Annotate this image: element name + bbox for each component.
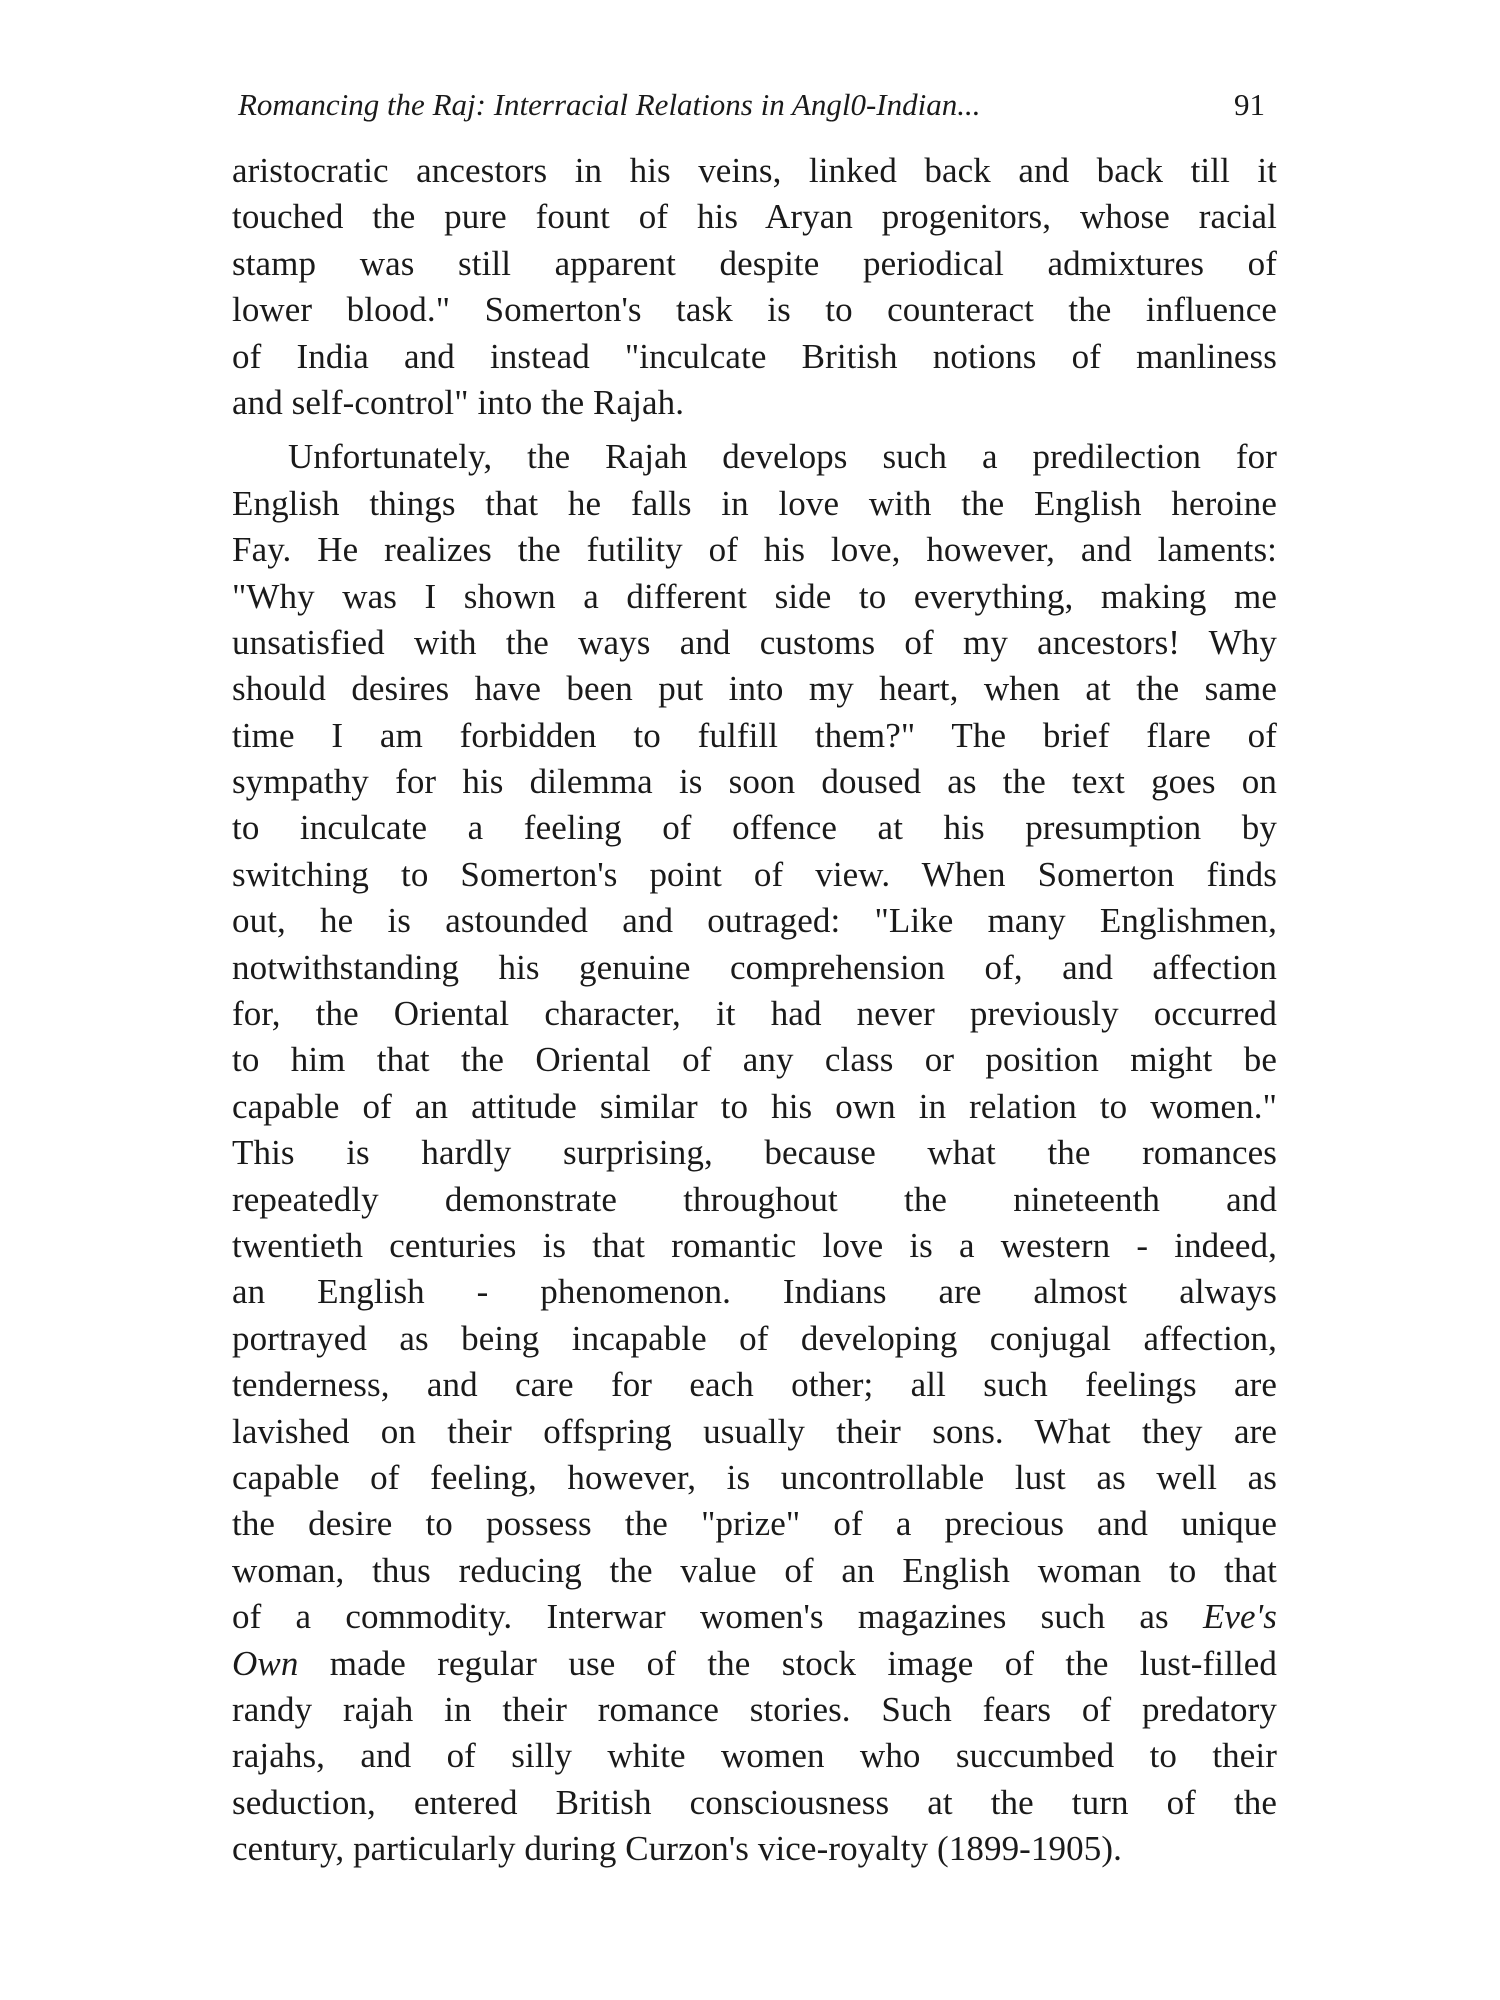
text-line: for, the Oriental character, it had never previously occurred (232, 994, 1277, 1034)
text-line: and self-control" into the Rajah. (232, 382, 685, 422)
text-line: Fay. He realizes the futility of his love, however, and laments: (232, 530, 1277, 570)
paragraph-2 (232, 434, 1277, 1872)
text-line: "Why was I shown a different side to everything, making me (232, 576, 1277, 616)
running-head (232, 80, 1277, 130)
text-line-with-italic (232, 1594, 1277, 1640)
text-line: touched the pure fount of his Aryan progenitors, whose racial (232, 197, 1277, 237)
text-line-with-italic (232, 1641, 1277, 1687)
text-line: Unfortunately, the Rajah develops such a predilection for (288, 437, 1277, 477)
text-line: unsatisfied with the ways and customs of my ancestors! Why (232, 622, 1277, 662)
text-line: lavished on their offspring usually their sons. What they are (232, 1411, 1277, 1451)
text-line: capable of an attitude similar to his own in relation to women." (232, 1086, 1277, 1126)
text-line: sympathy for his dilemma is soon doused as the text goes on (232, 762, 1277, 802)
text-line: rajahs, and of silly white women who succumbed to their (232, 1736, 1277, 1776)
text-line: English things that he falls in love with the English heroine (232, 483, 1277, 523)
text-line: to him that the Oriental of any class or position might be (232, 1040, 1277, 1080)
text-line: should desires have been put into my heart, when at the same (232, 669, 1277, 709)
text-line: randy rajah in their romance stories. Such fears of predatory (232, 1689, 1277, 1729)
paragraph-1 (232, 148, 1277, 426)
text-line: capable of feeling, however, is uncontrollable lust as well as (232, 1457, 1277, 1497)
text-line: aristocratic ancestors in his veins, linked back and back till it (232, 151, 1277, 190)
text-fragment: made regular use of the stock image of the lust-filled (329, 1643, 1277, 1683)
text-line: the desire to possess the "prize" of a precious and unique (232, 1504, 1277, 1544)
text-line: to inculcate a feeling of offence at his presumption by (232, 808, 1277, 848)
page-number: 91 (1234, 87, 1265, 122)
text-line: time I am forbidden to fulfill them?" The brief flare of (232, 715, 1277, 755)
text-line: century, particularly during Curzon's vice-royalty (1899-1905). (232, 1829, 1122, 1869)
running-head-title: Romancing the Raj: Interracial Relations in Angl0-Indian... (238, 87, 981, 122)
text-fragment: of a commodity. Interwar women's magazines such as (232, 1597, 1169, 1637)
magazine-title-part-2: Own (232, 1643, 299, 1683)
text-line: twentieth centuries is that romantic love is a western - indeed, (232, 1225, 1277, 1265)
text-line: of India and instead "inculcate British notions of manliness (232, 336, 1277, 376)
text-line: This is hardly surprising, because what the romances (232, 1133, 1277, 1173)
text-line: switching to Somerton's point of view. When Somerton finds (232, 854, 1277, 894)
text-line: tenderness, and care for each other; all such feelings are (232, 1365, 1277, 1405)
text-line: stamp was still apparent despite periodical admixtures of (232, 243, 1277, 283)
text-line: an English - phenomenon. Indians are almost always (232, 1272, 1277, 1312)
text-line: out, he is astounded and outraged: "Like many Englishmen, (232, 901, 1277, 941)
text-line: repeatedly demonstrate throughout the nineteenth and (232, 1179, 1277, 1219)
document-page (232, 80, 1277, 1940)
text-line: seduction, entered British consciousness at the turn of the (232, 1782, 1277, 1822)
text-line: lower blood." Somerton's task is to counteract the influence (232, 290, 1277, 330)
body-text (232, 148, 1277, 1872)
magazine-title-part-1: Eve's (1202, 1597, 1277, 1637)
text-line: notwithstanding his genuine comprehension of, and affection (232, 947, 1277, 987)
text-line: portrayed as being incapable of developing conjugal affection, (232, 1318, 1277, 1358)
text-line: woman, thus reducing the value of an English woman to that (232, 1550, 1277, 1590)
